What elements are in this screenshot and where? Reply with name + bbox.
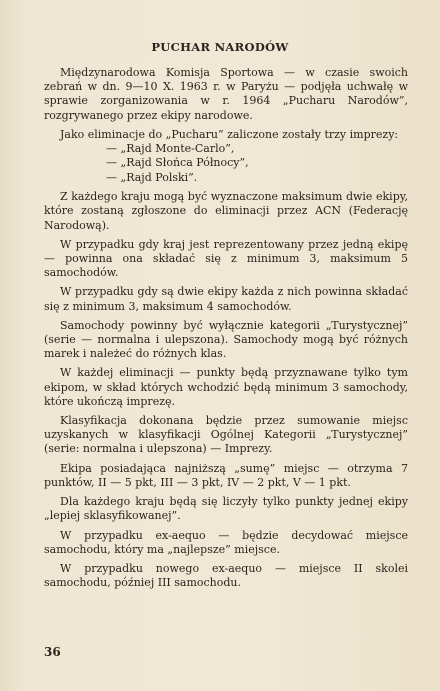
paragraph: Z każdego kraju mogą być wyznaczone maksimum dwie ekipy, które zostaną zgłoszone do eliminacji przez ACN (Federację Narodową). (44, 190, 408, 232)
paragraph: Międzynarodowa Komisja Sportowa — w czasie swoich zebrań w dn. 9—10 X. 1963 r. w Paryżu — podjęła uchwałę w sprawie zorganizowania w r. 1964 „Pucharu Narodów”, rozgrywanego przez ekipy narodowe. (44, 66, 408, 122)
paragraph: Jako eliminacje do „Pucharu” zaliczone zostały trzy imprezy: (60, 127, 399, 141)
paragraph: Klasyfikacja dokonana będzie przez sumowanie miejsc uzyskanych w klasyfikacji Ogólnej Kategorii „Turystycznej” (serie: normalna i ulepszona) — Imprezy. (44, 414, 408, 456)
paragraph: W każdej eliminacji — punkty będą przyznawane tylko tym ekipom, w skład których wchodzić będą minimum 3 samochody, które ukończą imprezę. (44, 366, 408, 408)
body-text (44, 66, 408, 595)
list-item: — „Rajd Słońca Północy”, (106, 156, 249, 170)
paragraph: Dla każdego kraju będą się liczyły tylko punkty jednej ekipy „lepiej sklasyfikowanej”. (44, 495, 408, 523)
paragraph: W przypadku gdy są dwie ekipy każda z nich powinna składać się z minimum 3, maksimum 4 samochodów. (44, 285, 408, 313)
section-title: PUCHAR NARODÓW (151, 40, 289, 54)
page-number: 36 (44, 645, 61, 659)
paragraph: Samochody powinny być wyłącznie kategorii „Turystycznej” (serie — normalna i ulepszona). Samochody mogą być różnych marek i należeć do różnych klas. (44, 318, 408, 361)
paragraph: W przypadku nowego ex-aequo — miejsce II skolei samochodu, później III samochodu. (44, 561, 408, 590)
paragraph: Ekipa posiadająca najniższą „sumę” miejsc — otrzyma 7 punktów, II — 5 pkt, III — 3 pkt, IV — 2 pkt, V — 1 pkt. (44, 461, 408, 489)
paragraph: W przypadku gdy kraj jest reprezentowany przez jedną ekipę — powinna ona składać się z minimum 3, maksimum 5 samochodów. (44, 237, 408, 280)
list-item: — „Rajd Monte-Carlo”, (106, 142, 235, 156)
rally-list (44, 142, 408, 185)
paragraph: W przypadku ex-aequo — będzie decydować miejsce samochodu, który ma „najlepsze” miejsce. (44, 528, 408, 556)
list-item: — „Rajd Polski”. (106, 170, 198, 184)
